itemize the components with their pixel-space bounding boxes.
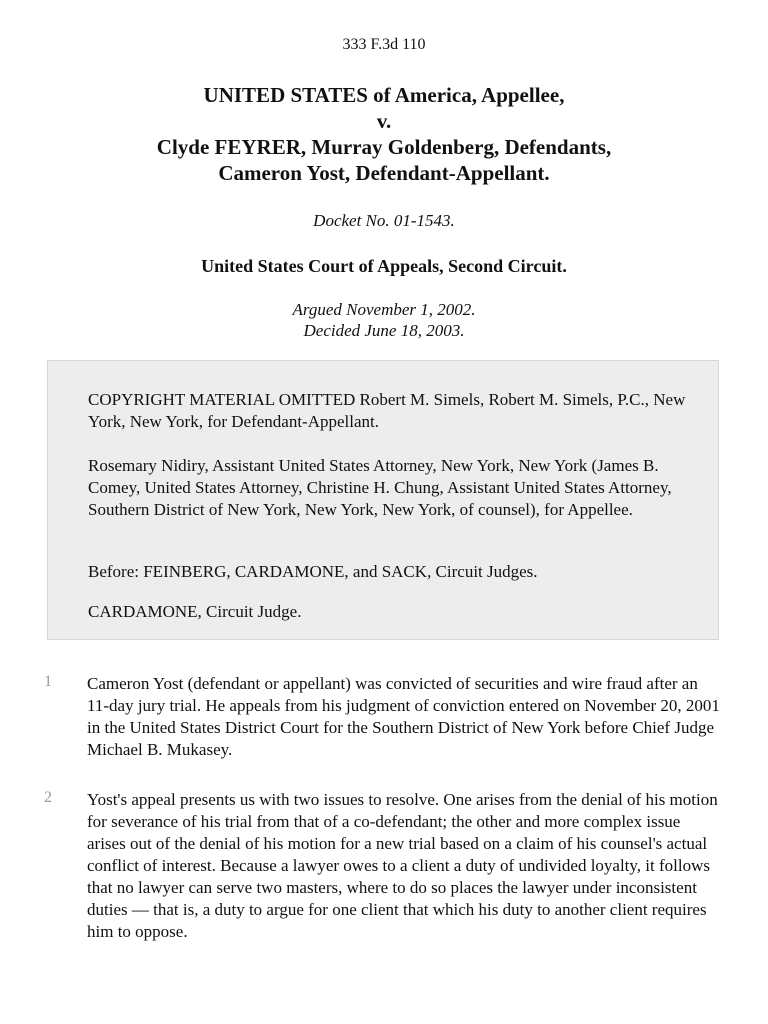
court-name: United States Court of Appeals, Second Circuit. — [201, 256, 567, 276]
opinion-author: CARDAMONE, Circuit Judge. — [88, 602, 302, 621]
argued-date: Argued November 1, 2002. — [292, 300, 476, 319]
paragraph-number: 2 — [44, 789, 52, 806]
counsel-box — [47, 360, 719, 640]
counsel-appellee: Rosemary Nidiry, Assistant United States Attorney, New York, New York (James B. Comey, United States Attorney, Christine H. Chung, Assistant United States Attorney, Southern District of New York, New York, New York, of counsel), for Appellee. — [88, 456, 672, 519]
docket-number: Docket No. 01-1543. — [313, 211, 455, 230]
case-dates — [0, 299, 768, 341]
caption-defendants: Clyde FEYRER, Murray Goldenberg, Defendants, — [156, 135, 612, 159]
paragraph-text: Cameron Yost (defendant or appellant) was convicted of securities and wire fraud after an 11-day jury trial. He appeals from his judgment of conviction entered on November 20, 2001 in the United States District Court for the Southern District of New York before Chief Judge Michael B. Mukasey. — [87, 674, 720, 759]
decided-date: Decided June 18, 2003. — [303, 321, 465, 340]
case-citation: 333 F.3d 110 — [342, 36, 426, 53]
counsel-appellant: COPYRIGHT MATERIAL OMITTED Robert M. Simels, Robert M. Simels, P.C., New York, New York, for Defendant-Appellant. — [88, 390, 686, 431]
caption-appellee: UNITED STATES of America, Appellee, — [203, 83, 565, 107]
caption-versus: v. — [376, 109, 392, 133]
panel-judges: Before: FEINBERG, CARDAMONE, and SACK, Circuit Judges. — [88, 562, 538, 581]
case-caption — [0, 82, 768, 186]
paragraph-number: 1 — [44, 673, 52, 690]
paragraph-text: Yost's appeal presents us with two issues to resolve. One arises from the denial of his motion for severance of his trial from that of a co-defendant; the other and more complex issue arises out of the denial of his motion for a new trial based on a claim of his counsel's actual conflict of interest. Because a lawyer owes to a client a duty of undivided loyalty, it follows that no lawyer can serve two masters, where to do so places the lawyer under inconsistent duties — that is, a duty to argue for one client that which his duty to another client requires him to oppose. — [87, 790, 718, 941]
caption-appellant: Cameron Yost, Defendant-Appellant. — [218, 161, 550, 185]
